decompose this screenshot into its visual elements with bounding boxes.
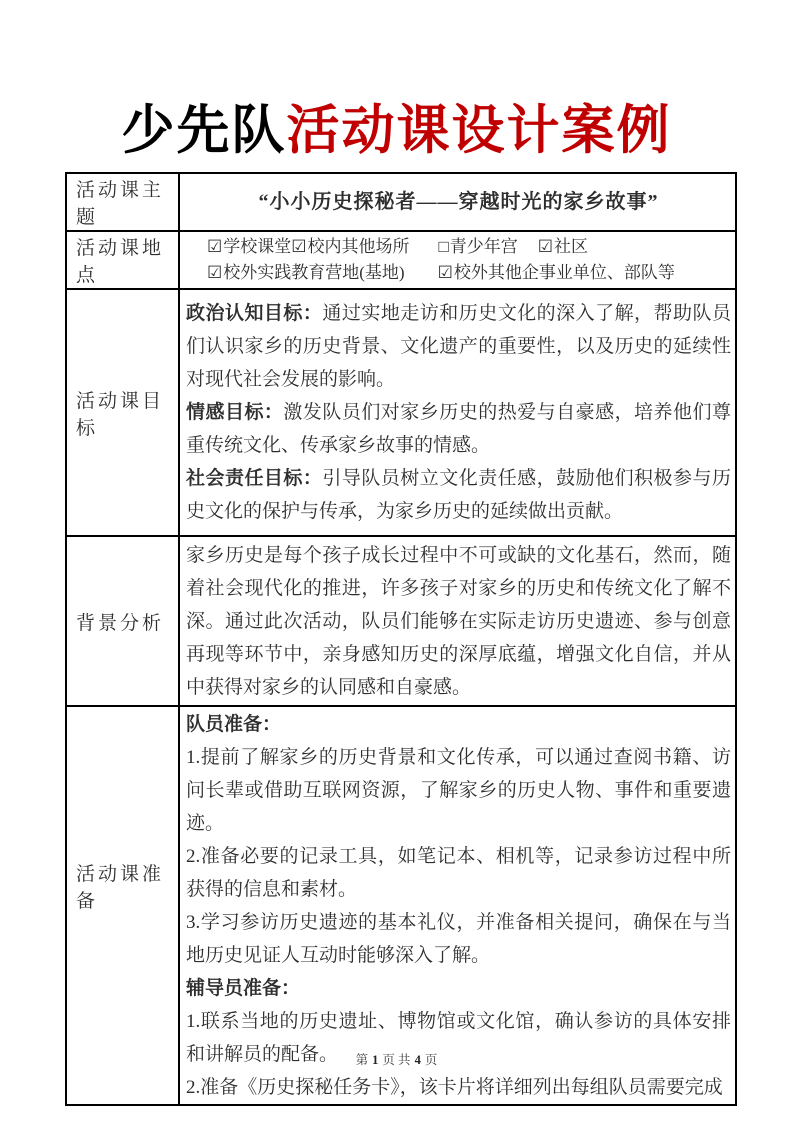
goal-paragraph-political <box>186 297 731 396</box>
row-label: 背景分析 <box>76 612 165 634</box>
preparation-label-cell <box>66 706 179 1105</box>
table-row-preparation <box>66 706 736 1105</box>
checkbox-option-enterprise-army <box>438 260 675 286</box>
theme-text: “小小历史探秘者——穿越时光的家乡故事” <box>258 190 659 213</box>
checkbox-option-youth-palace <box>439 234 518 260</box>
footer-total-pages: 4 <box>414 1053 421 1067</box>
checkbox-option-school-other <box>291 234 409 260</box>
checkbox-label: 校内其他场所 <box>307 237 410 256</box>
page-footer <box>0 1050 793 1068</box>
checkbox-label: 校外其他企事业单位、部队等 <box>453 263 675 282</box>
checked-checkbox-icon: ☑ <box>437 263 453 282</box>
row-label: 活动课目标 <box>76 390 165 439</box>
checkbox-option-school-classroom <box>207 234 291 260</box>
title-red-part: 活动课设计案例 <box>286 102 672 160</box>
prep-heading-members: 队员准备： <box>186 714 282 735</box>
checked-checkbox-icon: ☑ <box>537 237 554 256</box>
footer-page-number: 1 <box>372 1053 379 1067</box>
table-row-location <box>66 231 736 289</box>
footer-suffix: 页 <box>424 1053 438 1067</box>
prep-item: 2.准备必要的记录工具，如笔记本、相机等，记录参访过程中所获得的信息和素材。 <box>186 846 731 900</box>
row-label: 活动课地点 <box>76 238 165 286</box>
goal-text: 引导队员树立文化责任感，鼓励他们积极参与历史文化的保护与传承，为家乡历史的延续做出贡献。 <box>186 468 731 522</box>
location-options-line-2 <box>207 260 731 286</box>
prep-item: 3.学习参访历史遗迹的基本礼仪，并准备相关提问，确保在与当地历史见证人互动时能够深入了解。 <box>186 912 731 966</box>
prep-item: 2.准备《历史探秘任务卡》，该卡片将详细列出每组队员需要完成 <box>186 1077 723 1098</box>
goal-paragraph-social <box>186 462 731 528</box>
location-options-line-1 <box>207 234 731 260</box>
goal-lead: 政治认知目标： <box>186 303 323 324</box>
goals-label-cell <box>66 289 179 536</box>
unchecked-checkbox-icon: □ <box>438 237 449 256</box>
preparation-value-cell <box>179 706 736 1105</box>
footer-middle: 页 共 <box>382 1053 411 1067</box>
goal-text: 通过实地走访和历史文化的深入了解，帮助队员们认识家乡的历史背景、文化遗产的重要性，以及历史的延续性对现代社会发展的影响。 <box>186 303 731 390</box>
table-row-background <box>66 536 736 706</box>
theme-label-cell <box>66 173 179 231</box>
checkbox-label: 青少年宫 <box>449 237 518 256</box>
goal-lead: 情感目标： <box>186 402 284 423</box>
checkbox-label: 学校课堂 <box>223 237 292 256</box>
checked-checkbox-icon: ☑ <box>207 263 223 282</box>
goal-lead: 社会责任目标： <box>186 468 323 489</box>
background-label-cell <box>66 536 179 706</box>
document-title <box>0 88 793 164</box>
checkbox-label: 社区 <box>554 237 589 256</box>
row-label: 活动课准备 <box>76 863 165 912</box>
footer-prefix: 第 <box>355 1053 369 1067</box>
prep-heading-counselor: 辅导员准备： <box>186 978 301 999</box>
checked-checkbox-icon: ☑ <box>291 237 307 256</box>
checkbox-option-practice-base <box>207 260 405 286</box>
background-value-cell <box>179 536 736 706</box>
checkbox-label: 校外实践教育营地(基地) <box>223 263 405 282</box>
theme-value-cell <box>179 173 736 231</box>
checkbox-option-community <box>538 234 588 260</box>
activity-design-table <box>65 172 737 1106</box>
prep-item: 1.提前了解家乡的历史背景和文化传承，可以通过查阅书籍、访问长辈或借助互联网资源，了解家乡的历史人物、事件和重要遗迹。 <box>186 747 731 834</box>
checked-checkbox-icon: ☑ <box>207 237 223 256</box>
table-row-goals <box>66 289 736 536</box>
location-value-cell <box>179 231 736 289</box>
background-paragraph: 家乡历史是每个孩子成长过程中不可或缺的文化基石，然而，随着社会现代化的推进，许多孩子对家乡的历史和传统文化了解不深。通过此次活动，队员们能够在实际走访历史遗迹、参与创意再现等环节中，亲身感知历史的深厚底蕴，增强文化自信，并从中获得对家乡的认同感和自豪感。 <box>186 544 731 698</box>
table-row-theme <box>66 173 736 231</box>
goals-value-cell <box>179 289 736 536</box>
goal-text: 激发队员们对家乡历史的热爱与自豪感，培养他们尊重传统文化、传承家乡故事的情感。 <box>186 402 731 456</box>
row-label: 活动课主题 <box>76 180 165 228</box>
title-black-part: 少先队 <box>121 102 287 160</box>
location-label-cell <box>66 231 179 289</box>
prep-item: 1.联系当地的历史遗址、博物馆或文化馆，确认参访的具体安排和讲解员的配备。 <box>186 1011 731 1065</box>
goal-paragraph-emotional <box>186 396 731 462</box>
